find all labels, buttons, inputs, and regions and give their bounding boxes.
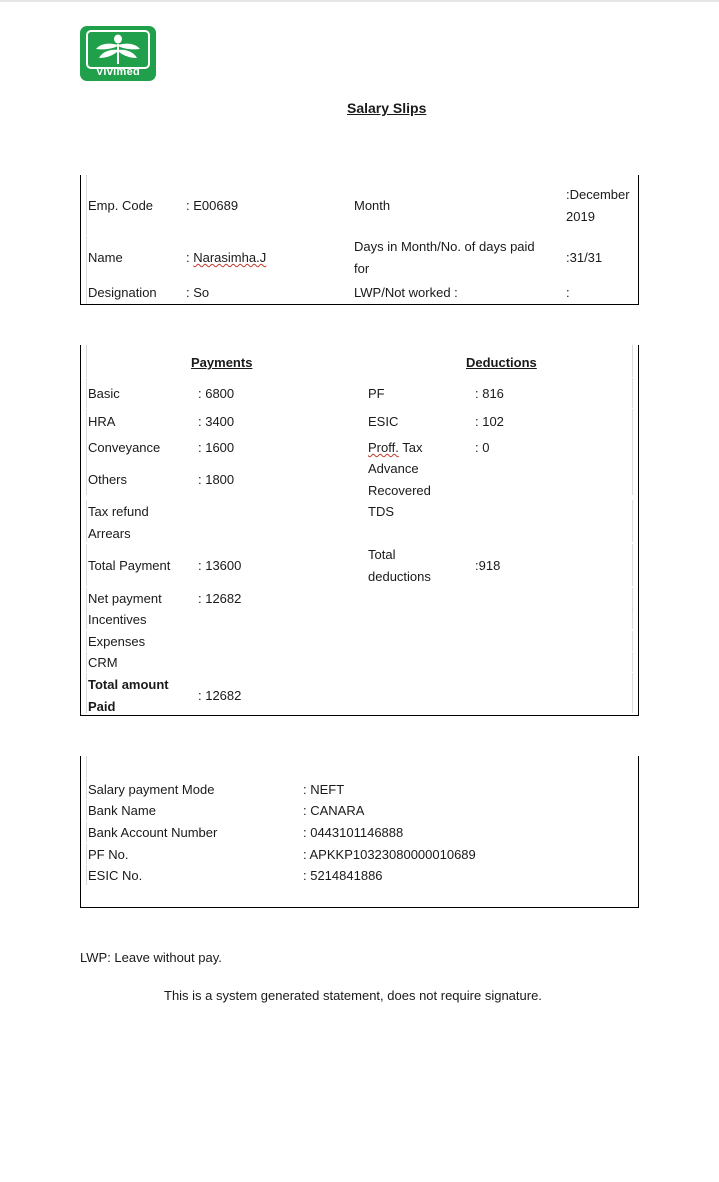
row-divider xyxy=(86,756,87,778)
proff-tax-label xyxy=(368,437,422,458)
row-divider xyxy=(632,437,633,465)
esic-value: : 102 xyxy=(475,414,504,429)
row-divider xyxy=(632,465,633,495)
row-divider xyxy=(86,779,87,799)
arrears-label: Arrears xyxy=(88,526,131,541)
row-divider xyxy=(632,544,633,586)
proff-tax-value: : 0 xyxy=(475,440,490,455)
row-divider xyxy=(632,652,633,672)
esic-number-label: ESIC No. xyxy=(88,868,143,883)
pf-label: PF xyxy=(368,386,385,401)
total-payment-value: : 13600 xyxy=(198,558,242,573)
net-payment-label: Net payment xyxy=(88,591,162,606)
payments-header: Payments xyxy=(191,355,253,370)
deductions-header: Deductions xyxy=(466,355,537,370)
name-value: Narasimha.J xyxy=(193,250,267,265)
row-divider xyxy=(632,345,633,377)
row-divider xyxy=(86,631,87,651)
tax-word: Tax xyxy=(398,440,423,455)
tax-refund-label: Tax refund xyxy=(88,504,149,519)
row-divider xyxy=(632,409,633,437)
row-divider xyxy=(86,673,87,713)
table-border xyxy=(80,345,81,716)
row-divider xyxy=(632,631,633,651)
system-generated-note: This is a system generated statement, does not require signature. xyxy=(164,988,542,1003)
bank-name-label: Bank Name xyxy=(88,803,156,818)
table-border xyxy=(80,304,639,305)
total-amount-paid-value: : 12682 xyxy=(198,688,242,703)
row-divider xyxy=(86,437,87,465)
row-divider xyxy=(86,465,87,495)
row-divider xyxy=(86,236,87,304)
company-logo xyxy=(80,26,156,81)
row-divider xyxy=(86,652,87,672)
advance-label: Advance xyxy=(368,461,419,476)
table-border xyxy=(638,345,639,716)
recovered-label: Recovered xyxy=(368,483,431,498)
total-payment-label: Total Payment xyxy=(88,558,171,573)
lwp-note: LWP: Leave without pay. xyxy=(80,950,222,965)
others-value: : 1800 xyxy=(198,472,235,487)
basic-label: Basic xyxy=(88,386,120,401)
row-divider xyxy=(86,500,87,522)
year-value: 2019 xyxy=(566,209,595,224)
table-border xyxy=(638,175,639,305)
hra-value: : 3400 xyxy=(198,414,235,429)
pf-number-value: : APKKP10323080000010689 xyxy=(303,847,476,862)
days-value: :31/31 xyxy=(566,250,603,265)
top-border xyxy=(0,0,719,2)
expenses-label: Expenses xyxy=(88,634,146,649)
name-label: Name xyxy=(88,250,123,265)
conveyance-label: Conveyance xyxy=(88,440,161,455)
basic-value: : 6800 xyxy=(198,386,235,401)
pf-value: : 816 xyxy=(475,386,504,401)
designation-value: : So xyxy=(186,285,210,300)
table-border xyxy=(80,907,639,908)
total-amount-paid-label: Total amount xyxy=(88,677,169,692)
row-divider xyxy=(86,865,87,885)
total-deductions-label-cont: deductions xyxy=(368,569,431,584)
table-border xyxy=(80,756,81,908)
incentives-label: Incentives xyxy=(88,612,147,627)
conveyance-value: : 1600 xyxy=(198,440,235,455)
bank-account-value: : 0443101146888 xyxy=(303,825,404,840)
emp-code-value: : E00689 xyxy=(186,198,239,213)
designation-label: Designation xyxy=(88,285,157,300)
row-divider xyxy=(86,800,87,820)
row-divider xyxy=(632,522,633,542)
row-divider xyxy=(86,175,87,235)
tds-label: TDS xyxy=(368,504,394,519)
payment-mode-value: : NEFT xyxy=(303,782,345,797)
row-divider xyxy=(86,378,87,408)
row-divider xyxy=(632,673,633,713)
total-deductions-label: Total xyxy=(368,547,396,562)
leaf-icon xyxy=(88,32,148,67)
days-label-cont: for xyxy=(354,261,370,276)
month-value: :December xyxy=(566,187,630,202)
bank-name-value: : CANARA xyxy=(303,803,365,818)
lwp-label: LWP/Not worked : xyxy=(354,285,458,300)
row-divider xyxy=(86,345,87,377)
row-divider xyxy=(86,409,87,437)
logo-text: Vivimed xyxy=(95,66,141,78)
days-label: Days in Month/No. of days paid xyxy=(354,239,535,254)
page-title: Salary Slips xyxy=(347,100,427,116)
row-divider xyxy=(86,844,87,864)
net-payment-value: : 12682 xyxy=(198,591,242,606)
bank-account-label: Bank Account Number xyxy=(88,825,218,840)
row-divider xyxy=(86,609,87,629)
hra-label: HRA xyxy=(88,414,116,429)
logo-frame xyxy=(86,30,150,69)
table-border xyxy=(80,715,639,716)
emp-code-label: Emp. Code xyxy=(88,198,154,213)
row-divider xyxy=(86,522,87,542)
total-deductions-value: :918 xyxy=(475,558,501,573)
esic-number-value: : 5214841886 xyxy=(303,868,383,883)
row-divider xyxy=(632,588,633,610)
others-label: Others xyxy=(88,472,128,487)
row-divider xyxy=(632,500,633,522)
row-divider xyxy=(86,544,87,586)
row-divider xyxy=(86,822,87,842)
row-divider xyxy=(86,588,87,610)
row-divider xyxy=(632,609,633,629)
pf-number-label: PF No. xyxy=(88,847,129,862)
esic-label: ESIC xyxy=(368,414,399,429)
month-label: Month xyxy=(354,198,391,213)
table-border xyxy=(80,175,81,305)
name-value-cell: : Narasimha.J xyxy=(186,250,267,265)
total-amount-paid-label-cont: Paid xyxy=(88,699,116,714)
payment-mode-label: Salary payment Mode xyxy=(88,782,215,797)
table-border xyxy=(638,756,639,908)
lwp-value: : xyxy=(566,285,570,300)
row-divider xyxy=(632,378,633,408)
proff-word: Proff. xyxy=(368,440,399,455)
crm-label: CRM xyxy=(88,655,118,670)
